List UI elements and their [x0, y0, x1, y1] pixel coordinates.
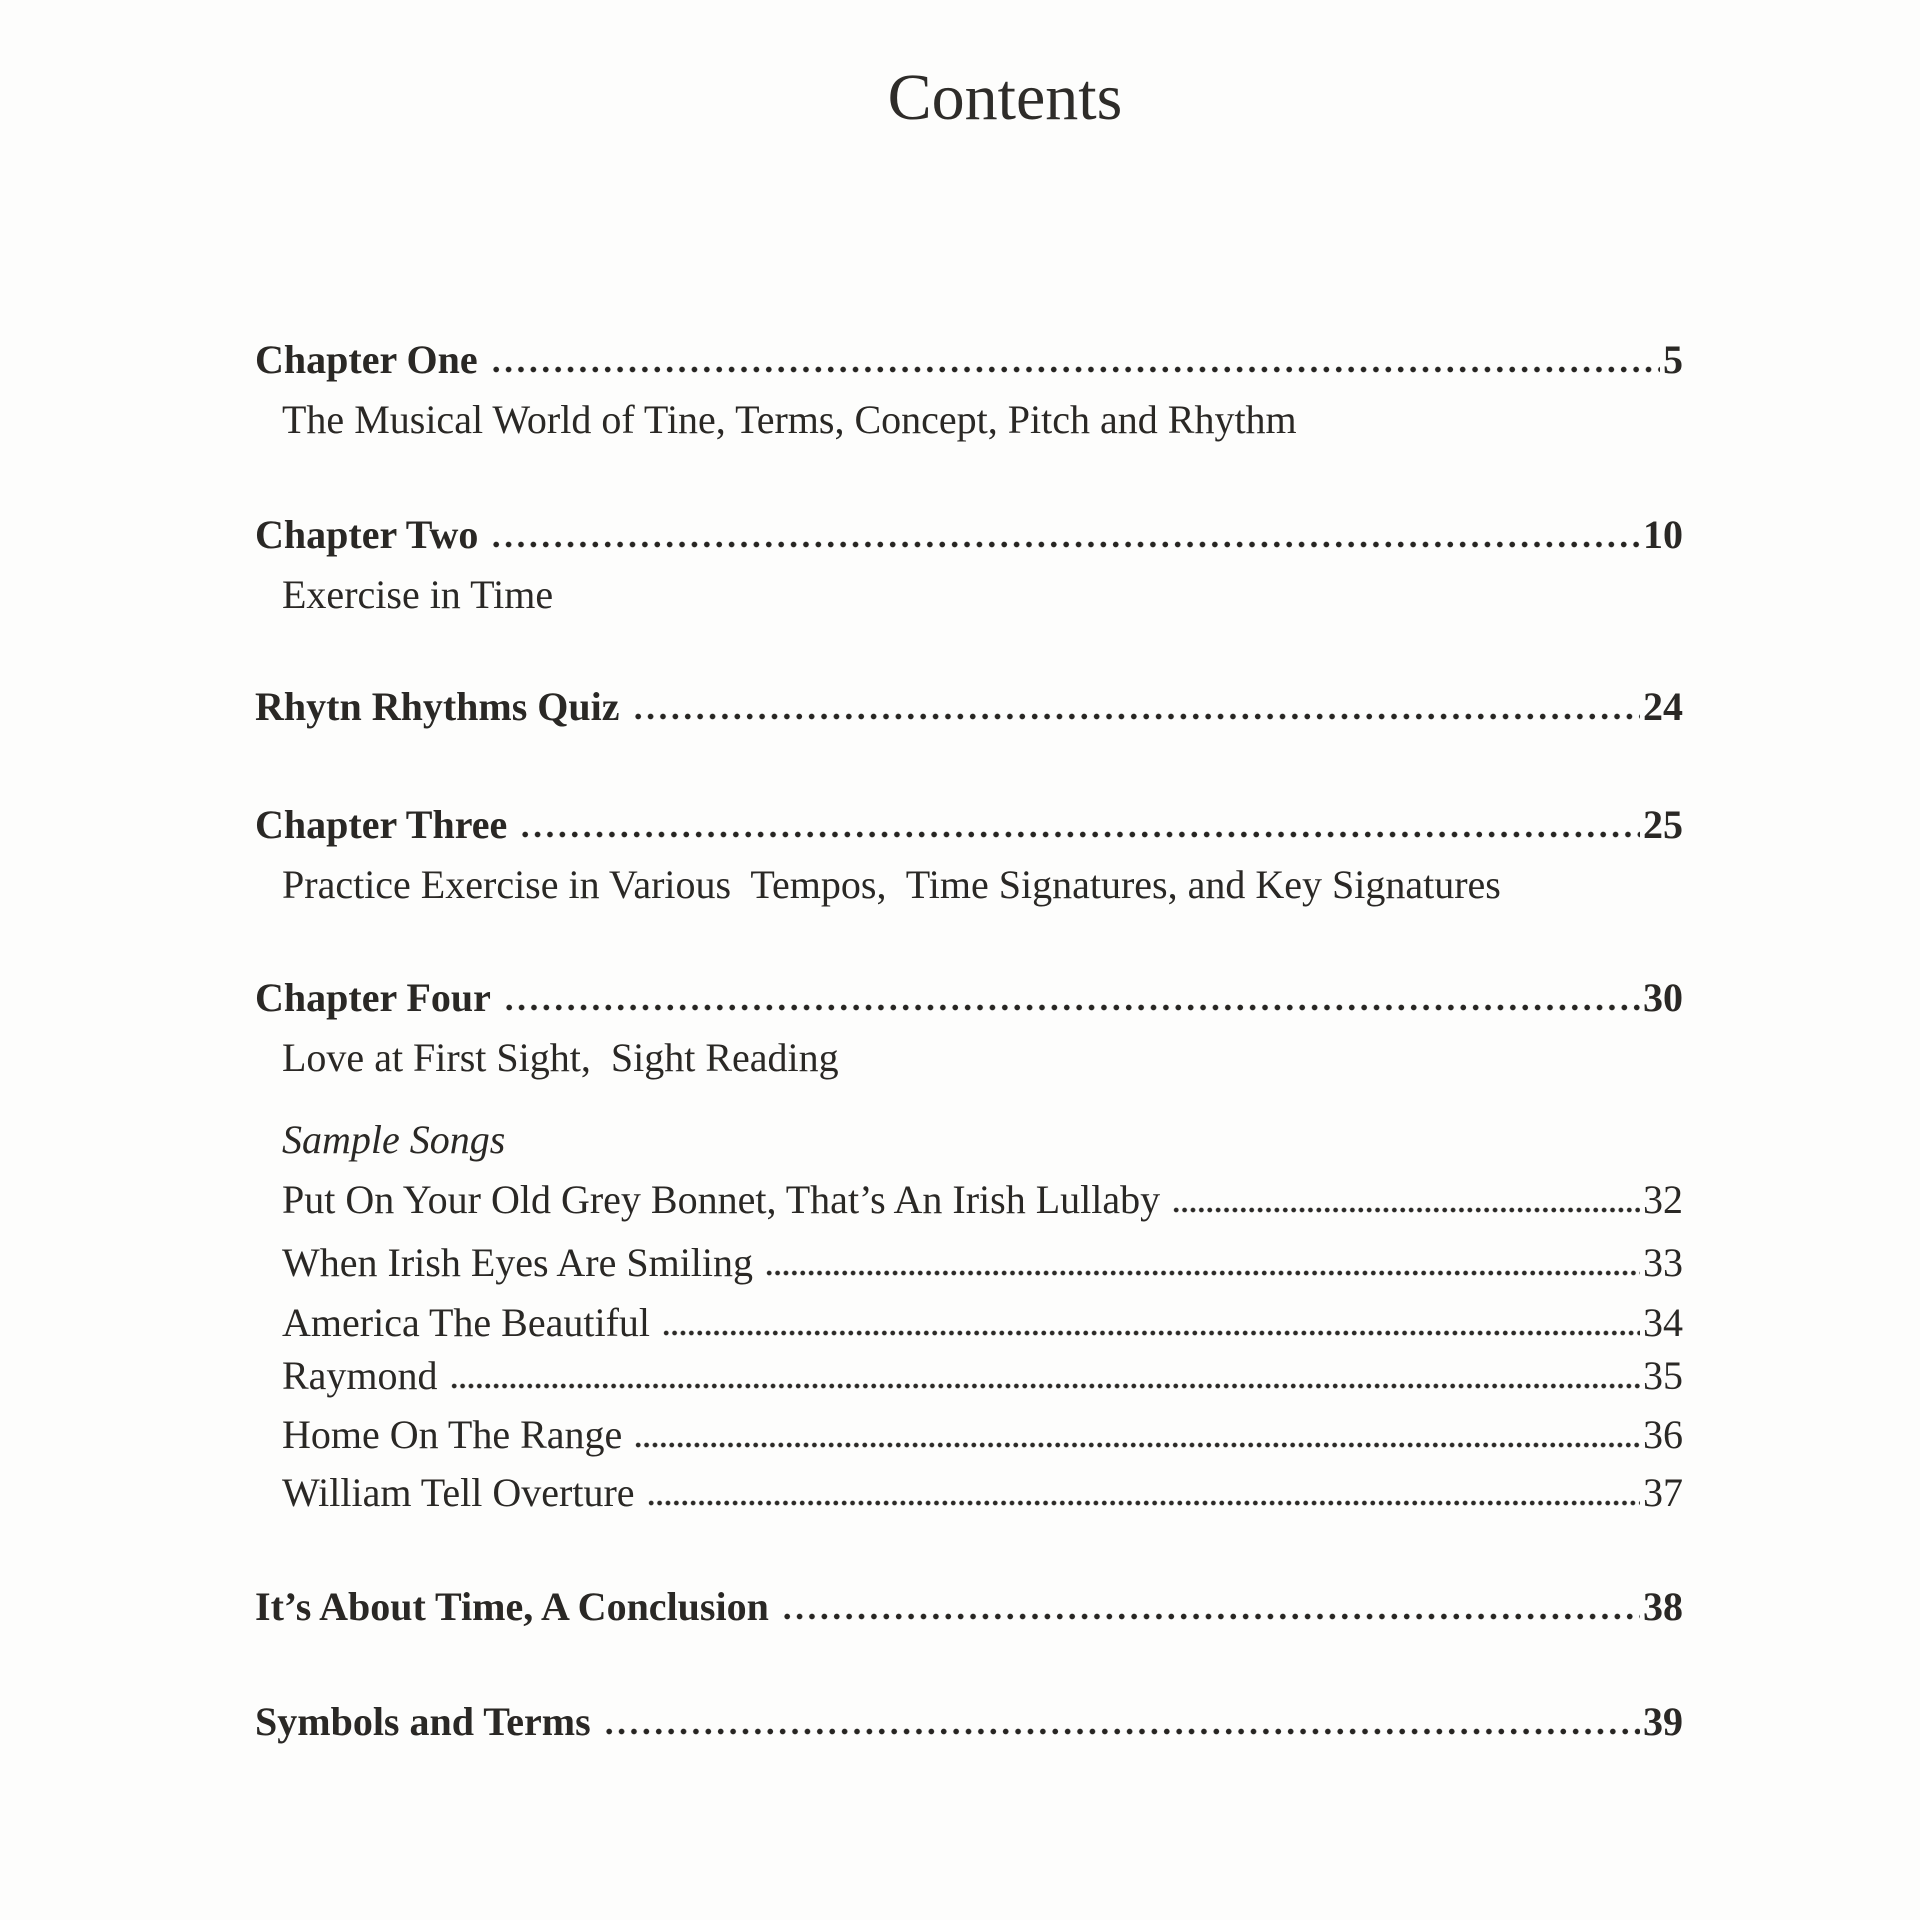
entry-label: Raymond [282, 1353, 438, 1398]
toc-entry-chapter-three [255, 795, 1683, 855]
toc-entry-song-grey-bonnet [255, 1170, 1683, 1230]
page-number: 38 [1643, 1584, 1683, 1629]
toc-subtitle-chapter-two [255, 565, 1683, 625]
entry-label: Rhytn Rhythms Quiz [255, 684, 620, 729]
page-number: 37 [1643, 1470, 1683, 1515]
dot-leader [490, 541, 1640, 548]
toc-entry-chapter-four [255, 968, 1683, 1028]
entry-label: Sample Songs [282, 1117, 506, 1162]
page-number: 10 [1643, 512, 1683, 557]
page-number: 34 [1643, 1300, 1683, 1345]
page-number: 33 [1643, 1240, 1683, 1285]
toc-entry-rhythm-quiz [255, 677, 1683, 737]
page-number: 36 [1643, 1412, 1683, 1457]
toc-subtitle-chapter-four [255, 1028, 1683, 1088]
page-number: 24 [1643, 684, 1683, 729]
page-number: 35 [1643, 1353, 1683, 1398]
toc-entry-chapter-one [255, 330, 1683, 390]
entry-label: William Tell Overture [282, 1470, 635, 1515]
entry-label: Chapter One [255, 337, 478, 382]
dot-leader [632, 713, 1640, 720]
entry-label: Love at First Sight, Sight Reading [282, 1035, 839, 1080]
table-of-contents [255, 330, 1683, 1752]
dot-leader [765, 1270, 1640, 1276]
entry-label: Chapter Two [255, 512, 479, 557]
dot-leader [490, 366, 1660, 373]
entry-label: Exercise in Time [282, 572, 554, 617]
entry-label: Put On Your Old Grey Bonnet, That’s An Irish Lullaby [282, 1177, 1161, 1222]
dot-leader [662, 1330, 1640, 1336]
dot-leader [603, 1728, 1640, 1735]
dot-leader [781, 1613, 1640, 1620]
toc-entry-conclusion [255, 1577, 1683, 1637]
toc-entry-song-home-range [255, 1405, 1683, 1465]
dot-leader [450, 1383, 1640, 1389]
toc-entry-symbols-terms [255, 1692, 1683, 1752]
page-title: Contents [887, 61, 1123, 135]
page-number: 5 [1663, 337, 1683, 382]
dot-leader [1172, 1207, 1640, 1213]
toc-entry-song-america [255, 1293, 1683, 1353]
dot-leader [519, 831, 1640, 838]
toc-entry-song-william-tell [255, 1463, 1683, 1523]
entry-label: America The Beautiful [282, 1300, 651, 1345]
toc-subtitle-chapter-three [255, 855, 1683, 915]
toc-entry-chapter-two [255, 505, 1683, 565]
page-number: 39 [1643, 1699, 1683, 1744]
page-number: 25 [1643, 802, 1683, 847]
dot-leader [634, 1442, 1640, 1448]
page-number: 32 [1643, 1177, 1683, 1222]
entry-label: Practice Exercise in Various Tempos, Time Signatures, and Key Signatures [282, 862, 1501, 907]
entry-label: It’s About Time, A Conclusion [255, 1584, 769, 1629]
entry-label: Chapter Four [255, 975, 491, 1020]
toc-entry-song-irish-eyes [255, 1233, 1683, 1293]
toc-heading-sample-songs [255, 1110, 1683, 1170]
entry-label: The Musical World of Tine, Terms, Concept, Pitch and Rhythm [282, 397, 1297, 442]
entry-label: Symbols and Terms [255, 1699, 591, 1744]
entry-label: Home On The Range [282, 1412, 623, 1457]
toc-entry-song-raymond [255, 1346, 1683, 1406]
dot-leader [647, 1500, 1640, 1506]
toc-subtitle-chapter-one [255, 390, 1683, 450]
page-number: 30 [1643, 975, 1683, 1020]
entry-label: Chapter Three [255, 802, 508, 847]
entry-label: When Irish Eyes Are Smiling [282, 1240, 754, 1285]
dot-leader [503, 1004, 1640, 1011]
